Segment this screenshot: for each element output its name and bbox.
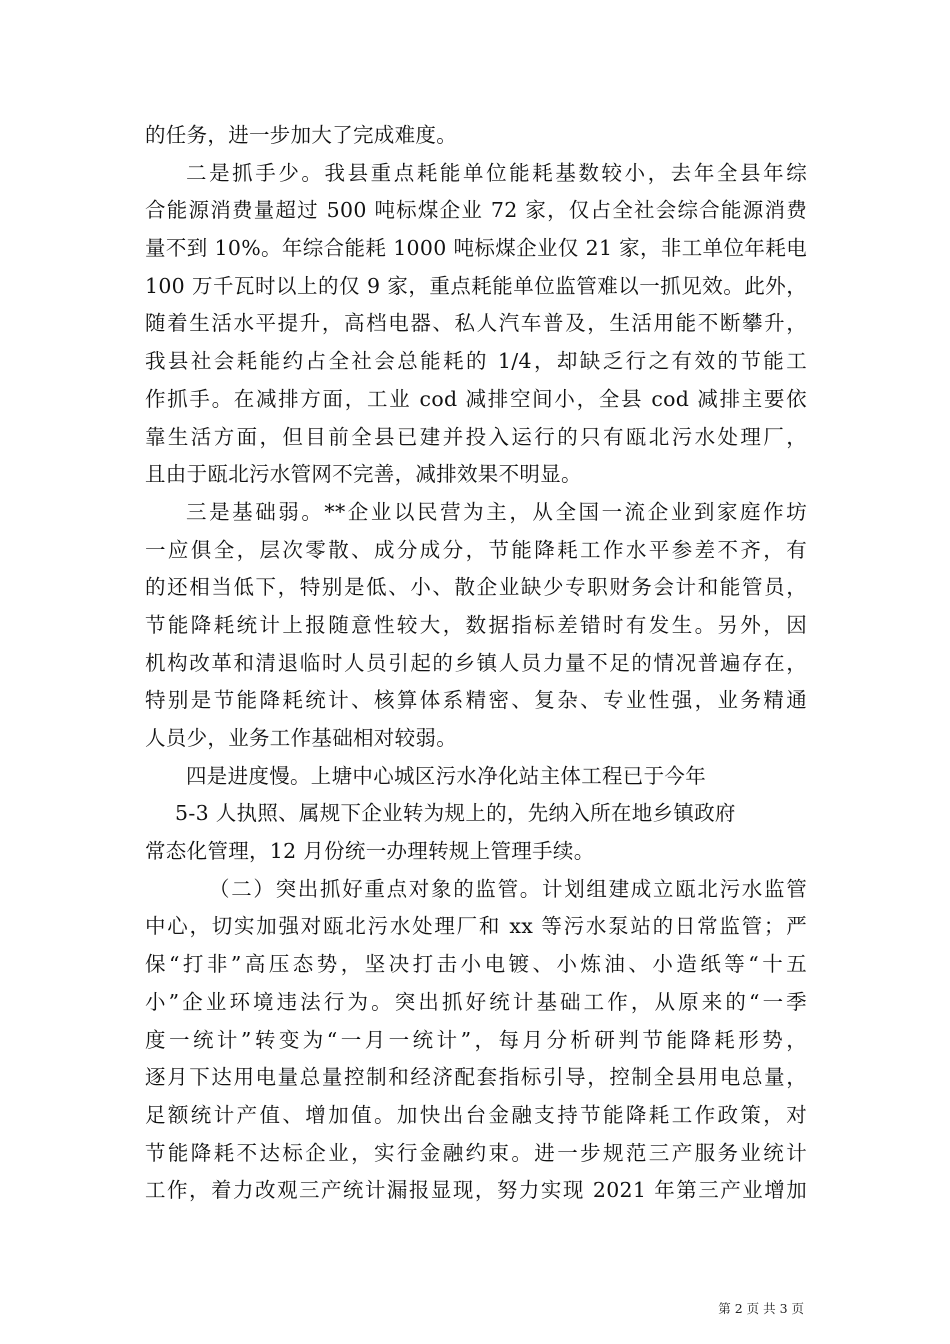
text-line: 的任务，进一步加大了完成难度。 — [145, 123, 457, 147]
text-line: 100 万千瓦时以上的仅 9 家，重点耗能单位监管难以一抓见效。此外， — [145, 273, 807, 298]
text-line: 节能降耗统计上报随意性较大，数据指标差错时有发生。另外，因 — [145, 612, 807, 637]
text-line: 靠生活方面，但目前全县已建并投入运行的只有瓯北污水处理厂， — [145, 424, 807, 449]
text-line: 小”企业环境违法行为。突出抓好统计基础工作，从原来的“一季 — [145, 989, 807, 1014]
text-line: 作抓手。在减排方面，工业 cod 减排空间小，全县 cod 减排主要依 — [145, 386, 807, 411]
text-line: （二）突出抓好重点对象的监管。计划组建成立瓯北污水监管 — [209, 876, 807, 901]
text-line: 我县社会耗能约占全社会总能耗的 1/4，却缺乏行之有效的节能工 — [145, 349, 807, 374]
body-text — [145, 117, 807, 1210]
text-line: 且由于瓯北污水管网不完善，减排效果不明显。 — [145, 462, 582, 487]
text-line: 足额统计产值、增加值。加快出台金融支持节能降耗工作政策，对 — [145, 1102, 807, 1127]
text-line: 三是基础弱。**企业以民营为主，从全国一流企业到家庭作坊 — [186, 499, 807, 524]
text-line: 工作，着力改观三产统计漏报显现，努力实现 2021 年第三产业增加 — [145, 1178, 807, 1203]
text-line: 中心，切实加强对瓯北污水处理厂和 xx 等污水泵站的日常监管；严 — [145, 914, 807, 939]
text-line: 常态化管理，12 月份统一办理转规上管理手续。 — [145, 839, 595, 864]
text-line: 一应俱全，层次零散、成分成分，节能降耗工作水平参差不齐，有 — [145, 537, 807, 562]
text-line: 的还相当低下，特别是低、小、散企业缺少专职财务会计和能管员， — [145, 575, 807, 600]
text-line: 二是抓手少。我县重点耗能单位能耗基数较小，去年全县年综 — [186, 160, 807, 185]
text-line: 量不到 10%。年综合能耗 1000 吨标煤企业仅 21 家，非工单位年耗电 — [145, 236, 807, 261]
text-line: 合能源消费量超过 500 吨标煤企业 72 家，仅占全社会综合能源消费 — [145, 198, 807, 223]
text-line: 四是进度慢。上塘中心城区污水净化站主体工程已于今年 — [186, 763, 706, 788]
text-line: 5-3 人执照、属规下企业转为规上的，先纳入所在地乡镇政府 — [175, 801, 736, 826]
page-number: 第 2 页 共 3 页 — [718, 1301, 804, 1316]
text-line: 人员少，业务工作基础相对较弱。 — [145, 726, 457, 750]
text-line: 度一统计”转变为“一月一统计”，每月分析研判节能降耗形势， — [145, 1027, 807, 1052]
text-line: 节能降耗不达标企业，实行金融约束。进一步规范三产服务业统计 — [145, 1140, 807, 1165]
text-line: 逐月下达用电量总量控制和经济配套指标引导，控制全县用电总量， — [145, 1065, 807, 1090]
text-line: 随着生活水平提升，高档电器、私人汽车普及，生活用能不断攀升， — [145, 311, 807, 336]
text-line: 特别是节能降耗统计、核算体系精密、复杂、专业性强，业务精通 — [145, 688, 807, 713]
text-line: 机构改革和清退临时人员引起的乡镇人员力量不足的情况普遍存在， — [145, 650, 807, 675]
text-line: 保“打非”高压态势，坚决打击小电镀、小炼油、小造纸等“十五 — [145, 952, 807, 977]
